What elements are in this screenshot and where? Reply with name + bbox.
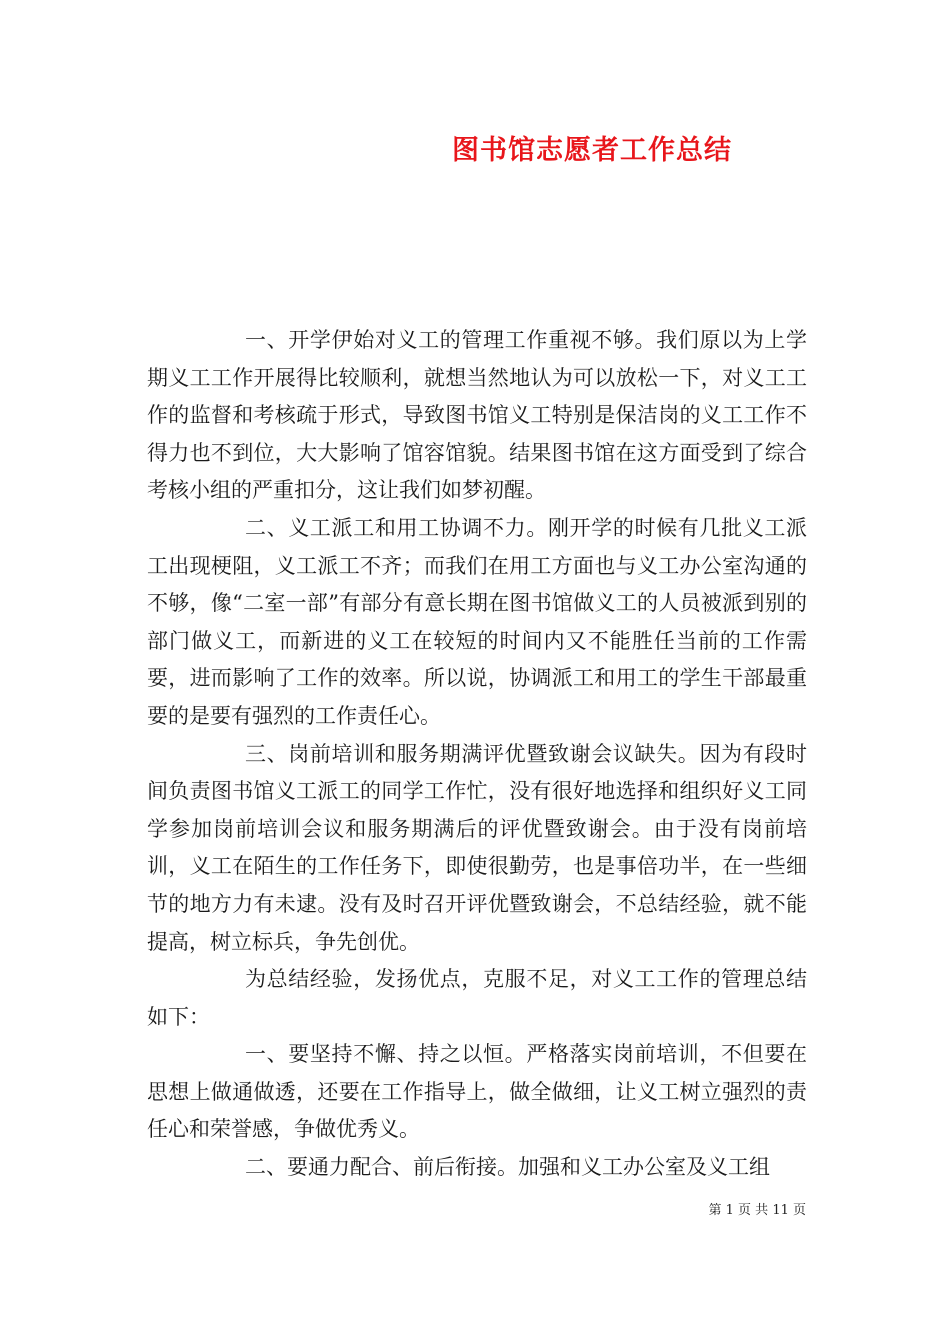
document-title: 图书馆志愿者工作总结 [452,135,732,166]
paragraph-5: 一、要坚持不懈、持之以恒。严格落实岗前培训，不但要在思想上做通做透，还要在工作指导上，做全做细，让义工树立强烈的责任心和荣誉感，争做优秀义。 [147,1042,807,1142]
paragraph-3: 三、岗前培训和服务期满评优暨致谢会议缺失。因为有段时间负责图书馆义工派工的同学工作忙，没有很好地选择和组织好义工同学参加岗前培训会议和服务期满后的评优暨致谢会。由于没有岗前培训，义工在陌生的工作任务下，即使很勤劳，也是事倍功半，在一些细节的地方力有未逮。没有及时召开评优暨致谢会，不总结经验，就不能提高，树立标兵，争先创优。 [147,741,807,954]
document-body [147,322,807,1187]
paragraph-1: 一、开学伊始对义工的管理工作重视不够。我们原以为上学期义工工作开展得比较顺利，就想当然地认为可以放松一下，对义工工作的监督和考核疏于形式，导致图书馆义工特别是保洁岗的义工工作不得力也不到位，大大影响了馆容馆貌。结果图书馆在这方面受到了综合考核小组的严重扣分，这让我们如梦初醒。 [147,328,807,503]
page-number-footer: 第 1 页 共 11 页 [708,1203,806,1218]
paragraph-4: 为总结经验，发扬优点，克服不足，对义工工作的管理总结如下： [147,967,807,1029]
paragraph-6: 二、要通力配合、前后衔接。加强和义工办公室及义工组 [245,1155,770,1180]
paragraph-2: 二、义工派工和用工协调不力。刚开学的时候有几批义工派工出现梗阻，义工派工不齐；而我们在用工方面也与义工办公室沟通的不够，像“二室一部”有部分有意长期在图书馆做义工的人员被派到别的部门做义工，而新进的义工在较短的时间内又不能胜任当前的工作需要，进而影响了工作的效率。所以说，协调派工和用工的学生干部最重要的是要有强烈的工作责任心。 [147,515,807,728]
